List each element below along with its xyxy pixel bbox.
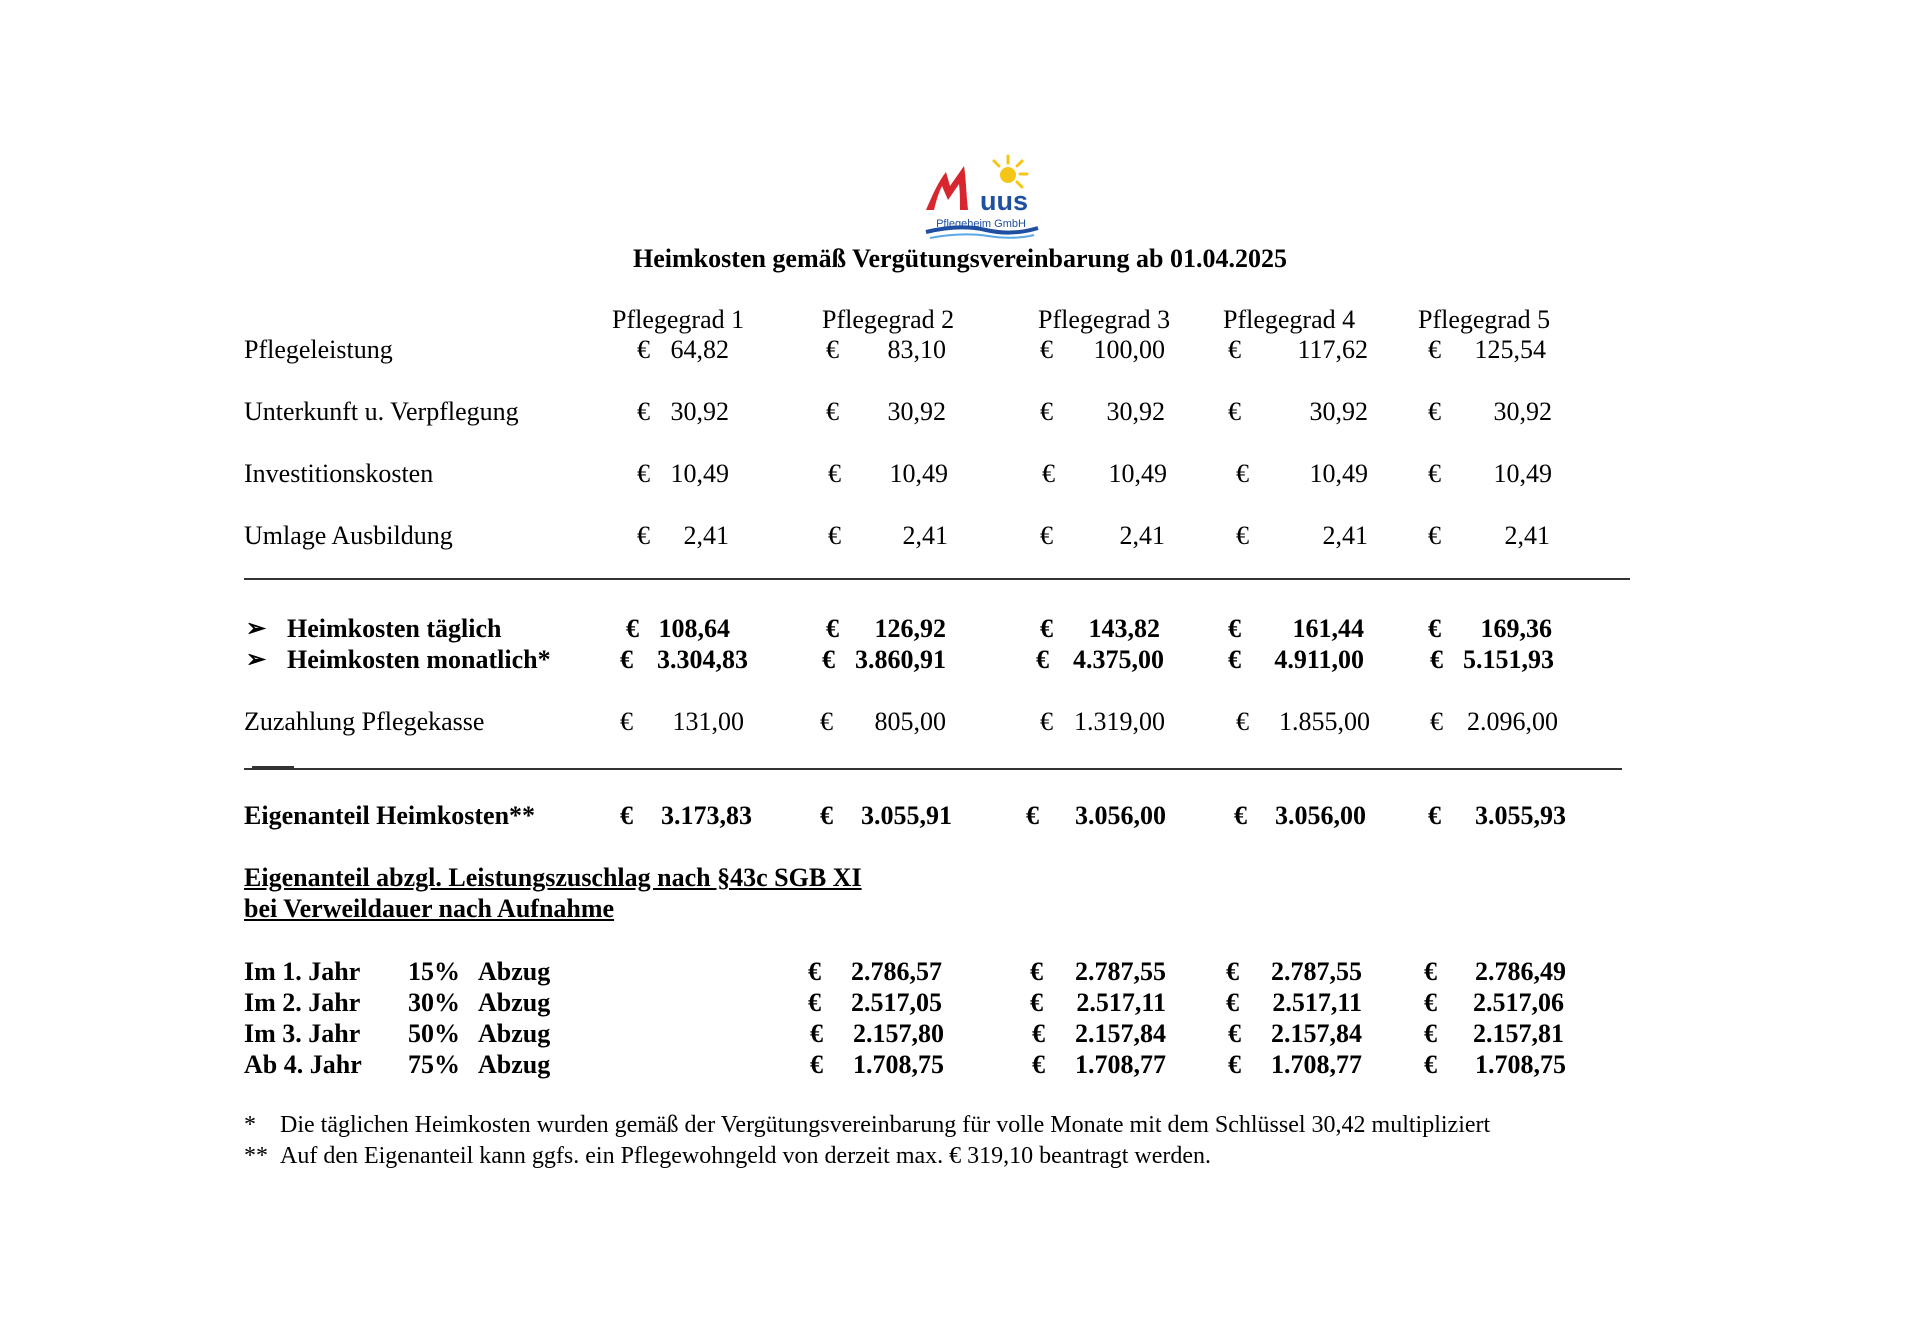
separator-line bbox=[244, 768, 1622, 770]
year-label: Im 3. Jahr bbox=[244, 1019, 361, 1048]
column-header: Pflegegrad 2 bbox=[822, 305, 955, 334]
row-heimkosten-taeglich: ➢ Heimkosten täglich € 108,64 € 126,92 € 143,82 € 161,44 € 169,36 bbox=[246, 614, 1552, 643]
column-header: Pflegegrad 4 bbox=[1223, 305, 1356, 334]
column-header: Pflegegrad 5 bbox=[1418, 305, 1551, 334]
year-label: Im 2. Jahr bbox=[244, 988, 361, 1017]
column-header: Pflegegrad 3 bbox=[1038, 305, 1171, 334]
company-logo bbox=[920, 152, 1042, 244]
year-row: Im 2. Jahr 30% Abzug € 2.517,05 € 2.517,11 € 2.517,11 € 2.517,06 bbox=[244, 988, 1564, 1017]
footnote-text: Die täglichen Heimkosten wurden gemäß der Vergütungsvereinbarung für volle Monate mit dem Schlüssel 30,42 multipliziert bbox=[280, 1112, 1491, 1138]
footnote-mark: ** bbox=[244, 1143, 268, 1169]
logo-graphic bbox=[920, 152, 1042, 244]
arrow-bullet-icon: ➢ bbox=[246, 647, 267, 673]
year-abzug: Abzug bbox=[478, 1019, 551, 1048]
row-heimkosten-monatlich: ➢ Heimkosten monatlich* € 3.304,83 € 3.860,91 € 4.375,00 € 4.911,00 € 5.151,93 bbox=[246, 645, 1554, 674]
row-label: Zuzahlung Pflegekasse bbox=[244, 707, 485, 736]
page-title: Heimkosten gemäß Vergütungsvereinbarung ab 01.04.2025 bbox=[633, 244, 1287, 273]
footnote bbox=[244, 1143, 1211, 1170]
row-label: Heimkosten monatlich* bbox=[287, 645, 551, 674]
year-row: Im 1. Jahr 15% Abzug € 2.786,57 € 2.787,55 € 2.787,55 € 2.786,49 bbox=[244, 957, 1566, 986]
year-row: Im 3. Jahr 50% Abzug € 2.157,80 € 2.157,84 € 2.157,84 € 2.157,81 bbox=[244, 1019, 1564, 1048]
year-label: Ab 4. Jahr bbox=[244, 1050, 362, 1079]
year-row: Ab 4. Jahr 75% Abzug € 1.708,75 € 1.708,77 € 1.708,77 € 1.708,75 bbox=[244, 1050, 1566, 1079]
year-abzug: Abzug bbox=[478, 988, 551, 1017]
footnote bbox=[244, 1112, 1490, 1139]
year-abzug: Abzug bbox=[478, 1050, 551, 1079]
section-heading: Eigenanteil abzgl. Leistungszuschlag nach §43c SGB XI bbox=[244, 863, 862, 892]
row-label: Unterkunft u. Verpflegung bbox=[244, 397, 519, 426]
year-abzug: Abzug bbox=[478, 957, 551, 986]
row-umlage-ausbildung: Umlage Ausbildung € 2,41 € 2,41 € 2,41 € 2,41 € 2,41 bbox=[244, 521, 1550, 550]
section-subheading: bei Verweildauer nach Aufnahme bbox=[244, 894, 615, 923]
separator-line bbox=[244, 578, 1630, 580]
year-percent: 50% bbox=[408, 1019, 460, 1048]
row-label: Eigenanteil Heimkosten** bbox=[244, 801, 536, 830]
svg-text:uus: uus bbox=[980, 186, 1029, 216]
row-pflegeleistung: Pflegeleistung € 64,82 € 83,10 € 100,00 € 117,62 € 125,54 bbox=[244, 335, 1546, 364]
year-percent: 30% bbox=[408, 988, 460, 1017]
row-label: Heimkosten täglich bbox=[287, 614, 502, 643]
row-unterkunft: Unterkunft u. Verpflegung € 30,92 € 30,92 € 30,92 € 30,92 € 30,92 bbox=[244, 397, 1552, 426]
row-label: Pflegeleistung bbox=[244, 335, 393, 364]
column-header: Pflegegrad 1 bbox=[612, 305, 745, 334]
row-label: Umlage Ausbildung bbox=[244, 521, 453, 550]
year-percent: 15% bbox=[408, 957, 460, 986]
footnote-mark: * bbox=[244, 1112, 256, 1138]
logo-subtitle: Pflegeheim GmbH bbox=[936, 218, 1026, 230]
row-investitionskosten: Investitionskosten € 10,49 € 10,49 € 10,49 € 10,49 € 10,49 bbox=[244, 459, 1552, 488]
year-percent: 75% bbox=[408, 1050, 460, 1079]
year-label: Im 1. Jahr bbox=[244, 957, 361, 986]
footnote-text: Auf den Eigenanteil kann ggfs. ein Pflegewohngeld von derzeit max. € 319,10 beantragt werden. bbox=[280, 1143, 1212, 1169]
arrow-bullet-icon: ➢ bbox=[246, 616, 267, 642]
row-zuzahlung-pflegekasse: Zuzahlung Pflegekasse € 131,00 € 805,00 € 1.319,00 € 1.855,00 € 2.096,00 bbox=[244, 707, 1558, 736]
row-eigenanteil-heimkosten: Eigenanteil Heimkosten** € 3.173,83 € 3.055,91 € 3.056,00 € 3.056,00 € 3.055,93 bbox=[244, 801, 1566, 830]
row-label: Investitionskosten bbox=[244, 459, 434, 488]
